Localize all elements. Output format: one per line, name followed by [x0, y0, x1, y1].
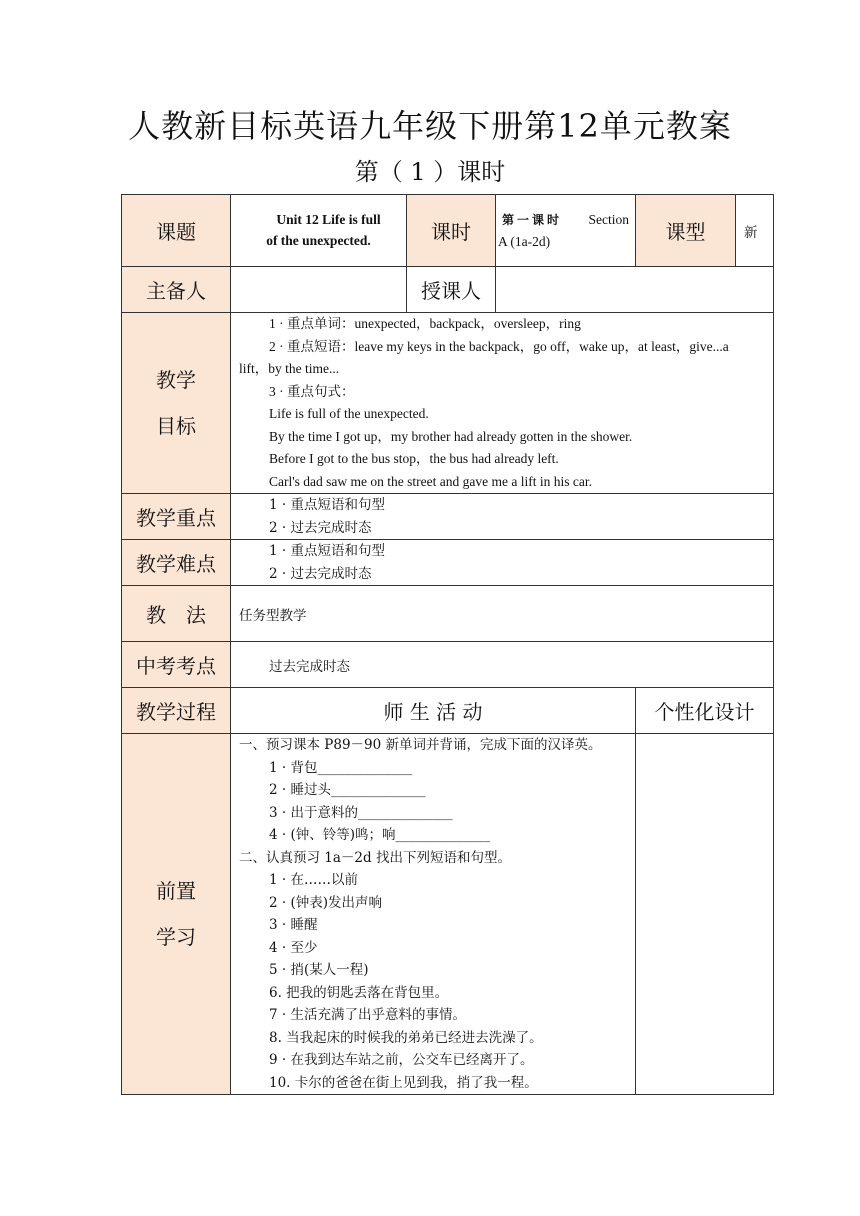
teacher-value	[496, 267, 774, 313]
exam-label: 中考考点	[122, 642, 231, 688]
period-label: 课时	[407, 195, 496, 267]
preparer-label: 主备人	[122, 267, 231, 313]
preview-line: 6. 把我的钥匙丢落在背包里。	[269, 984, 449, 1001]
preparer-value	[231, 267, 407, 313]
difficulty-content	[231, 540, 774, 586]
period-value-section: Section	[588, 211, 629, 227]
period-value	[496, 195, 636, 267]
objective-line: lift，by the time...	[239, 361, 340, 376]
objective-line: Before I got to the bus stop，the bus had already left.	[269, 451, 559, 466]
preview-line: 7 · 生活充满了出乎意料的事情。	[269, 1007, 466, 1023]
method-label: 教 法	[122, 586, 231, 642]
topic-value	[231, 195, 407, 267]
lesson-plan-table	[121, 194, 774, 1095]
preview-label-line-1: 前置	[156, 879, 196, 903]
type-label: 课型	[636, 195, 736, 267]
preview-line: 一、预习课本 P89－90 新单词并背诵，完成下面的汉译英。	[239, 737, 602, 753]
preview-line: 1 · 在……以前	[269, 872, 358, 888]
difficulty-line: 1 · 重点短语和句型	[269, 543, 385, 559]
objectives-label-line-2: 目标	[156, 414, 196, 438]
process-label: 教学过程	[122, 688, 231, 734]
objectives-label-line-1: 教学	[156, 368, 196, 392]
preview-line: 9 · 在我到达车站之前，公交车已经离开了。	[269, 1052, 534, 1068]
preview-line: 5 · 捎(某人一程)	[269, 962, 369, 978]
objectives-content	[231, 313, 774, 494]
preview-row	[122, 734, 774, 1095]
design-header: 个性化设计	[636, 688, 774, 734]
preview-line: 10. 卡尔的爸爸在街上见到我，捎了我一程。	[269, 1074, 538, 1091]
objective-line: By the time I got up，my brother had already gotten in the shower.	[269, 428, 633, 444]
difficulty-label: 教学难点	[122, 540, 231, 586]
focus-label: 教学重点	[122, 494, 231, 540]
page-title: 人教新目标英语九年级下册第12单元教案	[128, 107, 732, 145]
exam-value: 过去完成时态	[231, 642, 774, 688]
objective-line: Carl's dad saw me on the street and gave me a lift in his car.	[269, 473, 592, 489]
objectives-row	[122, 313, 774, 494]
difficulty-line: 2 · 过去完成时态	[269, 565, 372, 582]
preview-line: 二、认真预习 1a－2d 找出下列短语和句型。	[239, 849, 511, 866]
focus-line: 1 · 重点短语和句型	[269, 497, 385, 513]
preview-line: 2 · 睡过头______________	[269, 782, 426, 798]
exam-row	[122, 642, 774, 688]
teacher-label: 授课人	[407, 267, 496, 313]
topic-line-2: of the unexpected.	[266, 233, 371, 248]
method-row	[122, 586, 774, 642]
preview-line: 3 · 睡醒	[269, 917, 318, 933]
objective-line: 3 · 重点句式：	[269, 383, 355, 399]
period-title: 第（ 1 ）课时	[354, 158, 506, 186]
period-value-line2: A (1a-2d)	[498, 233, 551, 249]
topic-label: 课题	[122, 195, 231, 267]
objective-line: Life is full of the unexpected.	[269, 406, 429, 421]
preview-label	[122, 734, 231, 1095]
preparer-row	[122, 267, 774, 313]
objective-line: 2 · 重点短语：leave my keys in the backpack，go off，wake up，at least，give...a	[269, 338, 729, 354]
preview-line: 8. 当我起床的时候我的弟弟已经进去洗澡了。	[269, 1029, 543, 1046]
objectives-label	[122, 313, 231, 494]
focus-line: 2 · 过去完成时态	[269, 519, 372, 536]
preview-line: 4 · 至少	[269, 939, 318, 956]
preview-label-line-2: 学习	[156, 925, 196, 949]
preview-line: 4 · (钟、铃等)鸣；响______________	[269, 827, 490, 843]
objective-line: 1 · 重点单词：unexpected，backpack，oversleep，ring	[269, 316, 581, 331]
activity-header: 师 生 活 动	[231, 688, 636, 734]
process-row	[122, 688, 774, 734]
preview-design-cell	[636, 734, 774, 1095]
preview-line: 2 · (钟表)发出声响	[269, 894, 382, 911]
preview-content	[231, 734, 636, 1095]
preview-line: 1 · 背包______________	[269, 759, 412, 776]
focus-content	[231, 494, 774, 540]
topic-line-1: Unit 12 Life is full	[276, 212, 381, 227]
period-value-bold: 第一课时	[502, 212, 563, 227]
focus-row	[122, 494, 774, 540]
difficulty-row	[122, 540, 774, 586]
header-row	[122, 195, 774, 267]
method-value: 任务型教学	[231, 586, 774, 642]
preview-line: 3 · 出于意料的______________	[269, 804, 453, 821]
type-value: 新	[736, 195, 774, 267]
